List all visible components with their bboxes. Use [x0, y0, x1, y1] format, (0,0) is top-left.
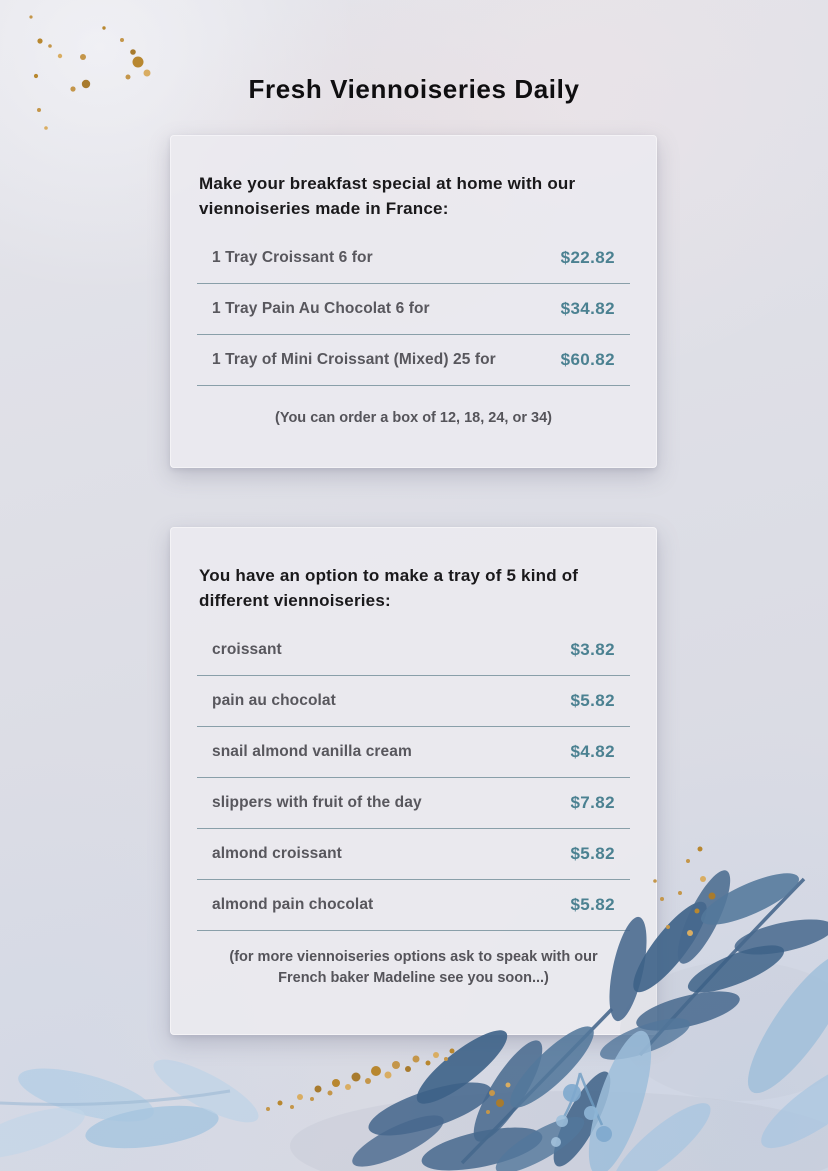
item-price: $22.82 [560, 248, 615, 268]
item-label: 1 Tray Croissant 6 for [212, 249, 373, 267]
item-price: $7.82 [570, 793, 615, 813]
item-price: $34.82 [560, 299, 615, 319]
menu-row [197, 284, 630, 335]
item-price: $5.82 [570, 691, 615, 711]
baker-note: (for more viennoiseries options ask to speak with our French baker Madeline see you soon...) [229, 949, 598, 986]
tray-menu-table [197, 233, 630, 386]
item-label: almond croissant [212, 845, 342, 863]
box-order-note: (You can order a box of 12, 18, 24, or 34) [275, 410, 552, 427]
item-price: $5.82 [570, 844, 615, 864]
menu-row [197, 676, 630, 727]
tray-menu-heading: Make your breakfast special at home with our viennoiseries made in France: [199, 174, 576, 218]
custom-tray-heading: You have an option to make a tray of 5 kind of different viennoiseries: [199, 566, 579, 610]
tray-menu-card [170, 135, 657, 468]
item-price: $4.82 [570, 742, 615, 762]
gold-glitter-icon [266, 1049, 511, 1115]
menu-row [197, 727, 630, 778]
gold-glitter-icon [653, 847, 715, 937]
menu-row [197, 778, 630, 829]
menu-row [197, 233, 630, 284]
item-price: $5.82 [570, 895, 615, 915]
item-label: 1 Tray of Mini Croissant (Mixed) 25 for [212, 351, 496, 369]
item-label: slippers with fruit of the day [212, 794, 422, 812]
item-price: $3.82 [570, 640, 615, 660]
menu-row [197, 829, 630, 880]
item-label: pain au chocolat [212, 692, 336, 710]
menu-row [197, 625, 630, 676]
item-label: 1 Tray Pain Au Chocolat 6 for [212, 300, 430, 318]
item-label: almond pain chocolat [212, 896, 374, 914]
page-title: Fresh Viennoiseries Daily [248, 74, 580, 104]
custom-tray-card [170, 527, 657, 1035]
menu-row [197, 880, 630, 931]
item-label: croissant [212, 641, 282, 659]
berries-icon [551, 1073, 612, 1147]
menu-row [197, 335, 630, 386]
item-label: snail almond vanilla cream [212, 743, 412, 761]
custom-tray-table [197, 625, 630, 931]
item-price: $60.82 [560, 350, 615, 370]
